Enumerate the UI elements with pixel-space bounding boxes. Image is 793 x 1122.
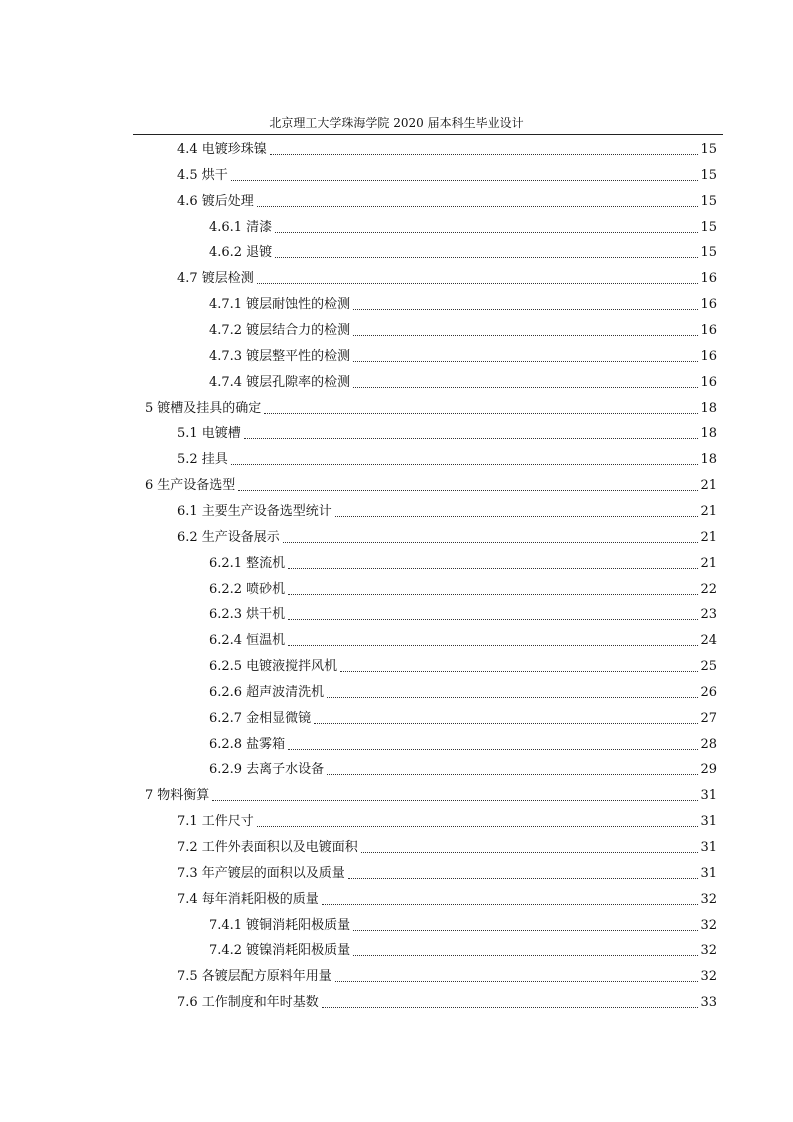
toc-entry[interactable] xyxy=(209,348,717,366)
toc-entry[interactable] xyxy=(209,322,717,340)
toc-dot-leader xyxy=(348,878,698,879)
toc-entry-page: 26 xyxy=(700,684,717,700)
toc-entry-number: 6.2.2 xyxy=(209,581,243,597)
toc-entry-page: 28 xyxy=(700,736,717,752)
toc-dot-leader xyxy=(288,645,698,646)
toc-dot-leader xyxy=(264,413,698,414)
toc-entry-number: 5.2 xyxy=(177,452,198,468)
toc-dot-leader xyxy=(257,206,698,207)
toc-entry-number: 6.2.3 xyxy=(209,607,243,623)
toc-entry-number: 4.5 xyxy=(177,167,198,183)
toc-entry[interactable] xyxy=(209,917,717,935)
toc-entry[interactable] xyxy=(177,167,717,185)
toc-entry-title: 镀层检测 xyxy=(201,271,254,287)
toc-entry[interactable] xyxy=(177,270,717,288)
toc-entry-page: 16 xyxy=(700,348,717,364)
header-title: 北京理工大学珠海学院 2020 届本科生毕业设计 xyxy=(269,116,524,130)
toc-entry[interactable] xyxy=(209,244,717,262)
toc-entry-page: 23 xyxy=(700,607,717,623)
toc-entry-page: 15 xyxy=(700,193,717,209)
toc-entry[interactable] xyxy=(177,529,717,547)
toc-entry-title: 镀后处理 xyxy=(201,193,254,209)
toc-entry[interactable] xyxy=(177,839,717,857)
toc-dot-leader xyxy=(335,516,698,517)
toc-dot-leader xyxy=(275,257,698,258)
toc-entry[interactable] xyxy=(177,503,717,521)
toc-entry-title: 去离子水设备 xyxy=(246,762,325,778)
toc-entry-number: 6.2.4 xyxy=(209,633,243,649)
toc-dot-leader xyxy=(353,955,698,956)
toc-entry-page: 15 xyxy=(700,245,717,261)
toc-entry-title: 电镀槽 xyxy=(201,426,241,442)
toc-entry-number: 7.4 xyxy=(177,891,198,907)
toc-entry[interactable] xyxy=(209,606,717,624)
toc-entry-title: 镀铜消耗阳极质量 xyxy=(246,917,351,933)
toc-entry-title: 镀层孔隙率的检测 xyxy=(246,374,351,390)
toc-dot-leader xyxy=(327,774,698,775)
toc-entry-page: 25 xyxy=(700,659,717,674)
toc-entry[interactable] xyxy=(177,425,717,443)
toc-entry-page: 31 xyxy=(700,865,717,881)
toc-entry-page: 16 xyxy=(700,271,717,287)
toc-entry-title: 烘干机 xyxy=(246,607,286,623)
toc-dot-leader xyxy=(314,723,698,724)
toc-entry-title: 工件尺寸 xyxy=(201,814,254,830)
toc-entry-title: 主要生产设备选型统计 xyxy=(201,503,332,519)
toc-entry[interactable] xyxy=(209,555,717,573)
toc-dot-leader xyxy=(353,387,698,388)
toc-entry-title: 各镀层配方原料年用量 xyxy=(201,969,332,985)
toc-dot-leader xyxy=(257,826,698,827)
toc-entry-title: 金相显微镜 xyxy=(246,710,312,726)
toc-entry[interactable] xyxy=(177,813,717,831)
toc-entry-number: 6.2.8 xyxy=(209,736,243,752)
toc-entry-number: 4.6 xyxy=(177,193,198,209)
toc-entry-number: 7.4.2 xyxy=(209,943,243,959)
toc-entry-number: 4.4 xyxy=(177,142,198,157)
toc-entry-number: 4.7.1 xyxy=(209,297,243,313)
toc-entry-page: 18 xyxy=(700,400,717,416)
toc-entry-page: 27 xyxy=(700,710,717,726)
toc-entry-title: 镀槽及挂具的确定 xyxy=(157,400,262,416)
toc-dot-leader xyxy=(275,232,698,233)
toc-entry[interactable] xyxy=(209,581,717,599)
toc-entry-page: 16 xyxy=(700,323,717,338)
toc-entry-number: 6.2.1 xyxy=(209,555,243,571)
toc-entry-title: 镀层耐蚀性的检测 xyxy=(246,297,351,313)
toc-entry-title: 电镀液搅拌风机 xyxy=(246,659,338,674)
toc-entry-title: 工件外表面积以及电镀面积 xyxy=(201,840,358,855)
toc-entry-number: 6.2.7 xyxy=(209,710,243,726)
toc-entry[interactable] xyxy=(209,374,717,392)
toc-entry[interactable] xyxy=(209,219,717,237)
toc-entry[interactable] xyxy=(209,632,717,650)
toc-entry-page: 18 xyxy=(700,452,717,468)
toc-entry-title: 每年消耗阳极的质量 xyxy=(201,891,319,907)
toc-entry-title: 挂具 xyxy=(201,452,228,468)
toc-entry[interactable] xyxy=(209,736,717,754)
toc-dot-leader xyxy=(212,800,698,801)
toc-entry-page: 18 xyxy=(700,426,717,442)
toc-entry[interactable] xyxy=(177,891,717,909)
toc-dot-leader xyxy=(353,309,698,310)
toc-entry-title: 退镀 xyxy=(246,245,273,261)
toc-dot-leader xyxy=(238,490,698,491)
toc-entry-page: 15 xyxy=(700,167,717,183)
toc-entry[interactable] xyxy=(177,451,717,469)
toc-entry-number: 7.2 xyxy=(177,840,198,855)
toc-dot-leader xyxy=(231,180,698,181)
toc-entry[interactable] xyxy=(209,761,717,779)
toc-entry[interactable] xyxy=(177,193,717,211)
toc-entry-number: 6.2.9 xyxy=(209,762,243,778)
toc-entry-number: 7.4.1 xyxy=(209,917,243,933)
toc-entry-title: 镀层整平性的检测 xyxy=(246,348,351,364)
toc-dot-leader xyxy=(340,671,698,672)
toc-entry-number: 4.6.1 xyxy=(209,219,243,235)
toc-entry-number: 6 xyxy=(145,478,154,494)
toc-entry-page: 24 xyxy=(700,633,717,649)
toc-dot-leader xyxy=(288,568,698,569)
toc-entry[interactable] xyxy=(177,141,717,159)
toc-entry-number: 5.1 xyxy=(177,426,198,442)
toc-entry-title: 物料衡算 xyxy=(157,788,210,804)
toc-dot-leader xyxy=(257,283,698,284)
toc-entry-title: 喷砂机 xyxy=(246,581,286,597)
toc-entry-page: 21 xyxy=(700,555,717,571)
toc-entry-page: 16 xyxy=(700,297,717,313)
toc-entry-page: 33 xyxy=(700,995,717,1011)
toc-dot-leader xyxy=(335,981,698,982)
toc-dot-leader xyxy=(244,438,698,439)
toc-entry-page: 31 xyxy=(700,814,717,830)
toc-entry-title: 镀镍消耗阳极质量 xyxy=(246,943,351,959)
toc-entry[interactable] xyxy=(145,477,717,495)
toc-entry-number: 6.1 xyxy=(177,503,198,519)
toc-dot-leader xyxy=(353,930,698,931)
toc-entry-title: 整流机 xyxy=(246,555,286,571)
toc-dot-leader xyxy=(288,619,698,620)
toc-entry-number: 7.5 xyxy=(177,969,198,985)
toc-dot-leader xyxy=(288,594,698,595)
toc-entry-page: 32 xyxy=(700,917,717,933)
toc-entry-page: 15 xyxy=(700,219,717,235)
toc-entry-page: 21 xyxy=(700,503,717,519)
toc-entry[interactable] xyxy=(209,296,717,314)
toc-entry[interactable] xyxy=(209,658,717,676)
toc-entry-number: 6.2.5 xyxy=(209,659,243,674)
toc-entry-number: 6.2 xyxy=(177,529,198,545)
toc-entry-title: 超声波清洗机 xyxy=(246,684,325,700)
toc-entry-title: 恒温机 xyxy=(246,633,286,649)
toc-dot-leader xyxy=(288,749,698,750)
toc-dot-leader xyxy=(322,1007,698,1008)
toc-entry-page: 31 xyxy=(700,788,717,804)
toc-entry-page: 32 xyxy=(700,969,717,985)
toc-entry-page: 32 xyxy=(700,891,717,907)
toc-entry-number: 5 xyxy=(145,400,154,416)
toc-entry-number: 7.3 xyxy=(177,865,198,881)
toc-entry-title: 烘干 xyxy=(201,167,228,183)
toc-entry-title: 年产镀层的面积以及质量 xyxy=(201,865,345,881)
toc-entry[interactable] xyxy=(177,865,717,883)
toc-entry-title: 生产设备选型 xyxy=(157,478,236,494)
toc-entry-title: 电镀珍珠镍 xyxy=(201,142,267,157)
toc-entry-title: 镀层结合力的检测 xyxy=(246,323,351,338)
toc-entry-page: 21 xyxy=(700,478,717,494)
toc-entry-title: 清漆 xyxy=(246,219,273,235)
toc-entry[interactable] xyxy=(145,787,717,805)
toc-entry-number: 4.6.2 xyxy=(209,245,243,261)
toc-entry-number: 7 xyxy=(145,788,154,804)
toc-entry[interactable] xyxy=(145,400,717,418)
toc-dot-leader xyxy=(353,361,698,362)
toc-dot-leader xyxy=(283,542,698,543)
toc-entry-number: 4.7.3 xyxy=(209,348,243,364)
toc-dot-leader xyxy=(327,697,698,698)
toc-entry-number: 6.2.6 xyxy=(209,684,243,700)
toc-entry-page: 21 xyxy=(700,529,717,545)
toc-entry-number: 7.6 xyxy=(177,995,198,1011)
toc-dot-leader xyxy=(270,154,698,155)
toc-dot-leader xyxy=(353,335,698,336)
toc-entry-number: 4.7.2 xyxy=(209,323,243,338)
toc-entry[interactable] xyxy=(177,994,717,1012)
toc-entry-page: 31 xyxy=(700,840,717,855)
toc-entry-title: 工作制度和年时基数 xyxy=(201,995,319,1011)
toc-entry-page: 29 xyxy=(700,762,717,778)
toc-entry-number: 4.7.4 xyxy=(209,374,243,390)
toc-entry[interactable] xyxy=(209,942,717,960)
toc-entry-page: 16 xyxy=(700,374,717,390)
toc-dot-leader xyxy=(361,852,698,853)
toc-entry-page: 32 xyxy=(700,943,717,959)
toc-entry-number: 7.1 xyxy=(177,814,198,830)
toc-dot-leader xyxy=(322,904,698,905)
toc-entry[interactable] xyxy=(209,710,717,728)
toc-entry-number: 4.7 xyxy=(177,271,198,287)
toc-dot-leader xyxy=(231,464,698,465)
toc-entry-title: 生产设备展示 xyxy=(201,529,280,545)
toc-entry-page: 15 xyxy=(700,142,717,157)
toc-entry-title: 盐雾箱 xyxy=(246,736,286,752)
toc-entry-page: 22 xyxy=(700,581,717,597)
toc-entry[interactable] xyxy=(177,968,717,986)
toc-entry[interactable] xyxy=(209,684,717,702)
